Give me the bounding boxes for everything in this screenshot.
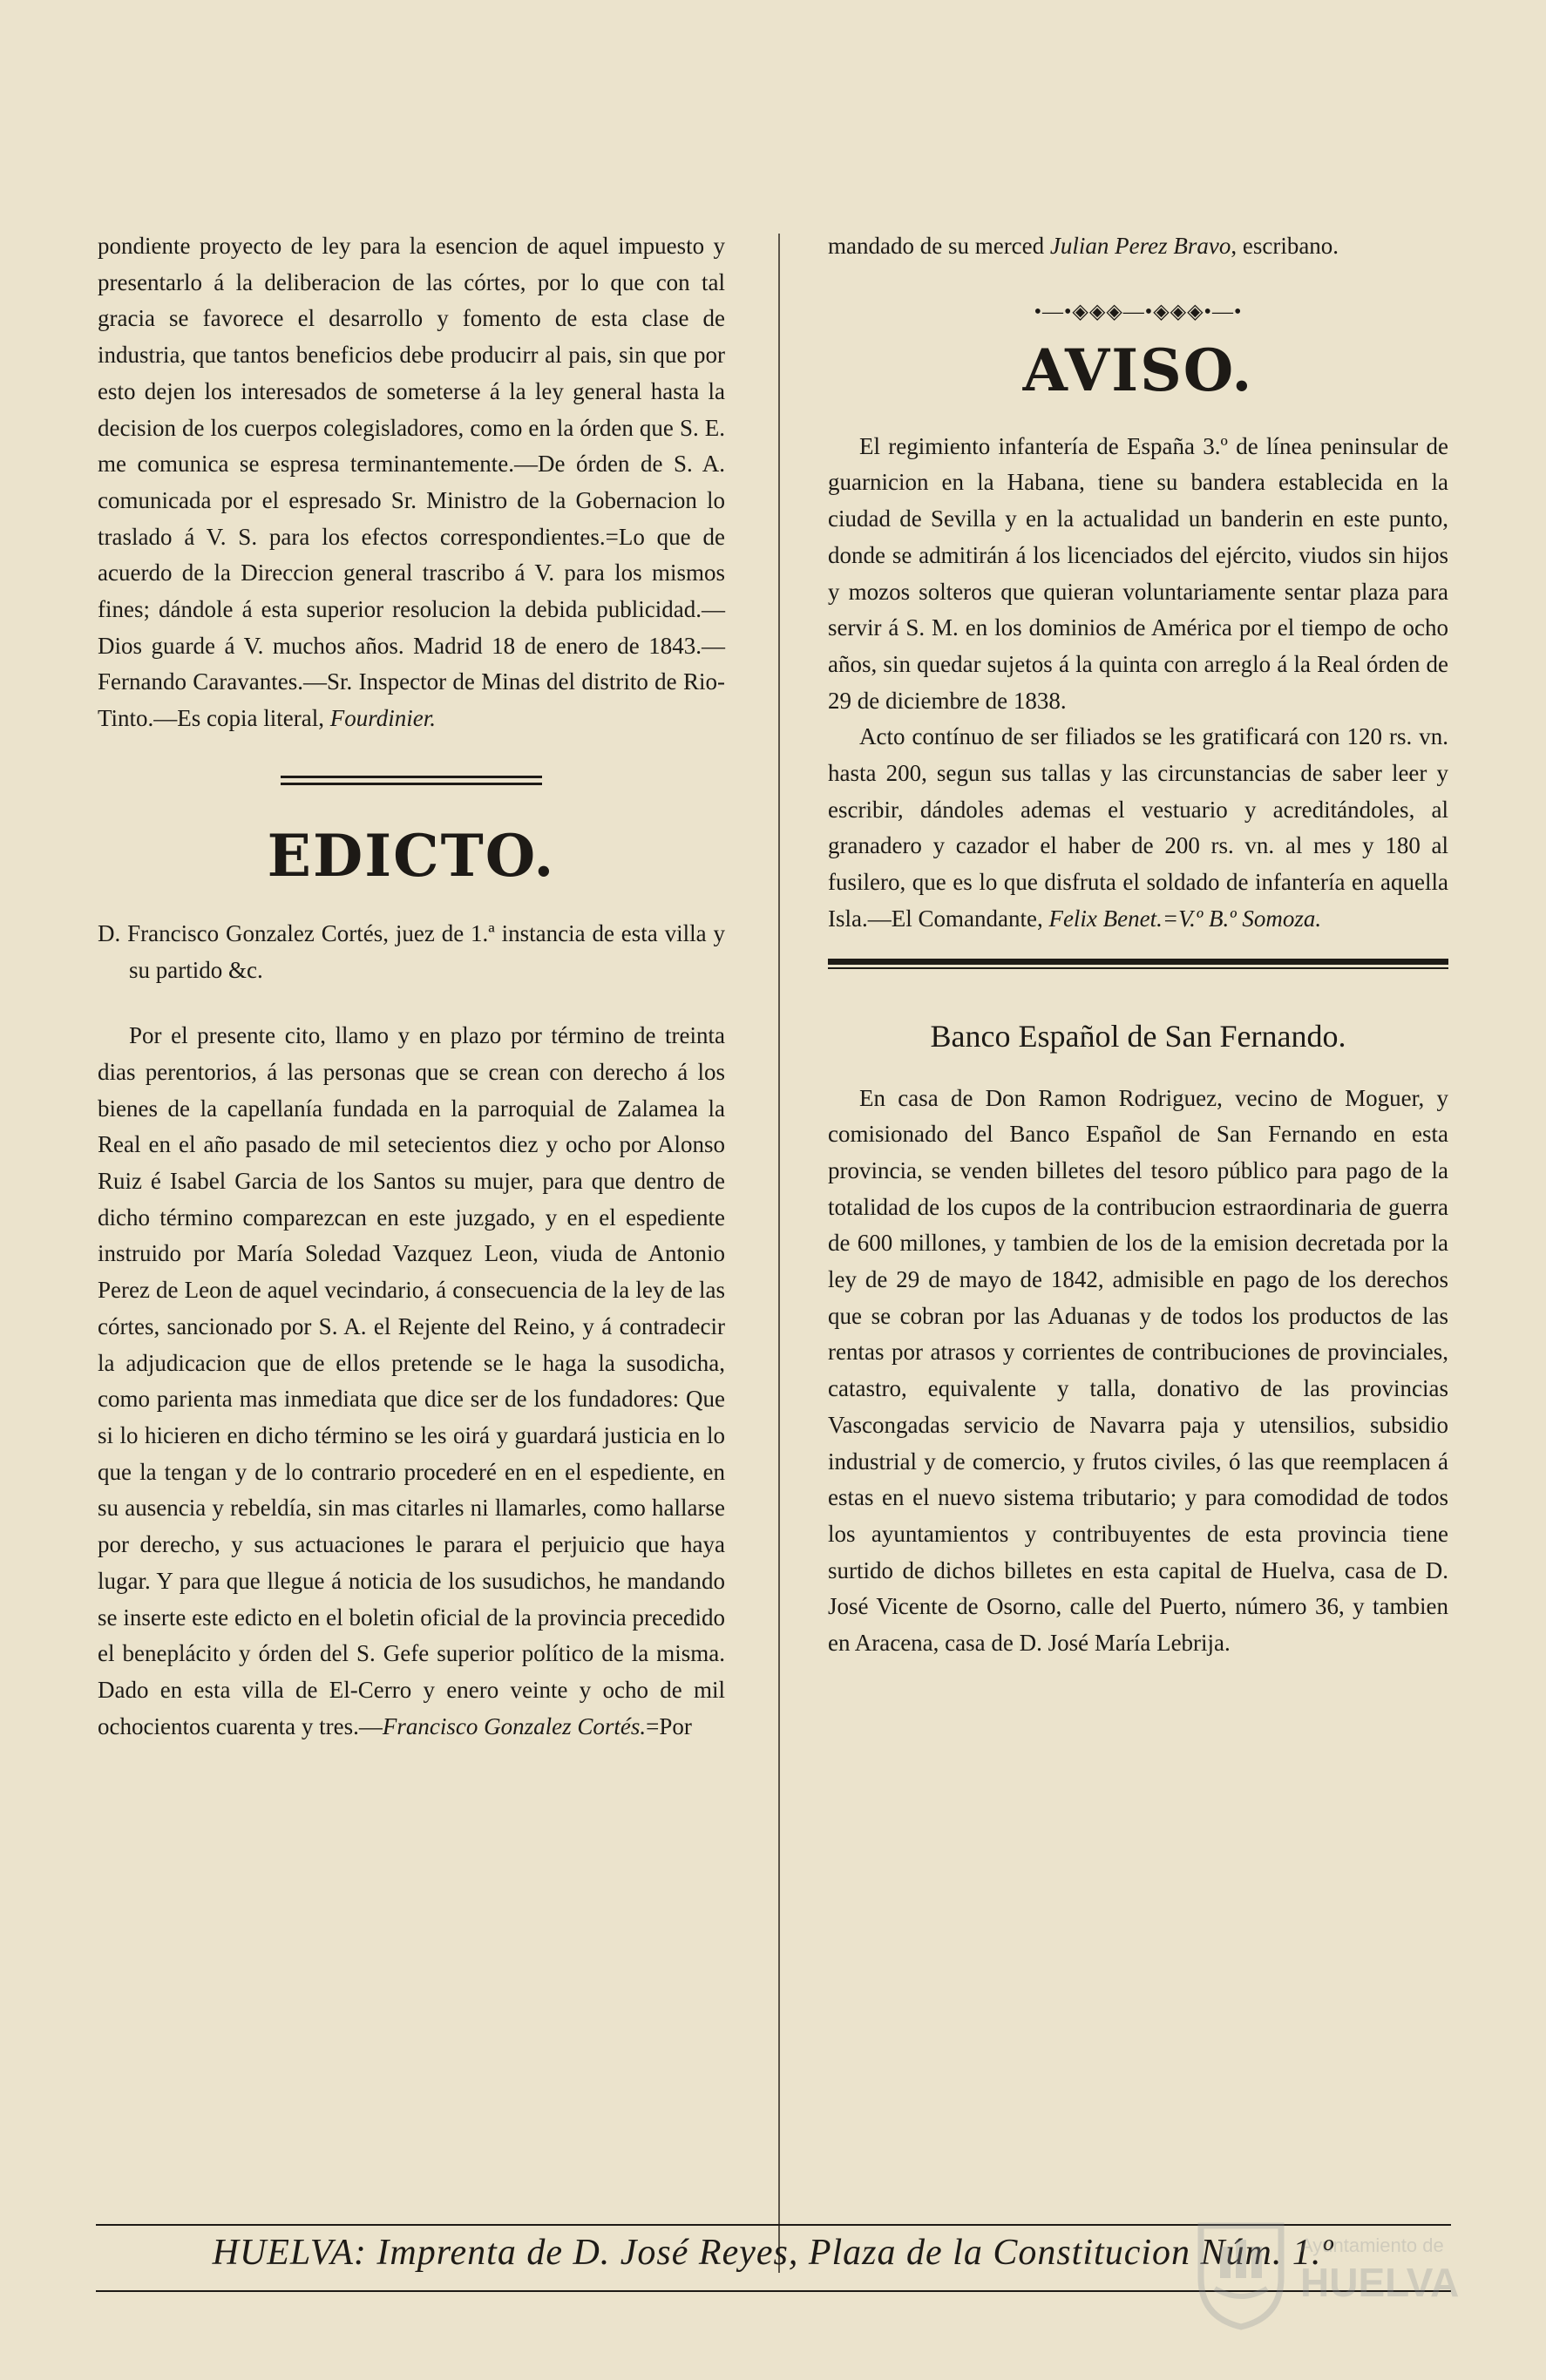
edicto-continuation: mandado de su merced Julian Perez Bravo, escribano. xyxy=(828,233,1339,259)
banco-heading: Banco Español de San Fernando. xyxy=(930,1018,1346,1054)
left-column xyxy=(98,228,725,1745)
decree-signature: Fourdinier. xyxy=(329,705,436,732)
edicto-issuer: D. Francisco Gonzalez Cortés, juez de 1.ª instancia de esta villa y su partido &c. xyxy=(98,919,725,983)
section-divider xyxy=(281,776,542,785)
section-divider xyxy=(828,959,1448,969)
edicto-signature: Francisco Gonzalez Cortés. xyxy=(382,1712,647,1739)
archive-watermark xyxy=(1194,2214,1482,2336)
watermark-line-2: HUELVA xyxy=(1300,2260,1460,2305)
escribano-name: Julian Perez Bravo xyxy=(1049,233,1231,259)
aviso-paragraph-2: Acto contínuo de ser filiados se les gratificará con 120 rs. vn. hasta 200, segun sus tallas y las circunstancias de saber leer y escribir, dándoles ademas el vestuario y acreditándoles, al granadero y cazador el haber de 200 rs. vn. al mes y 180 al fusilero, que es lo que disfruta el soldado de infantería en aquella Isla.—El Comandante, Felix Benet.=V.º B.º Somoza. xyxy=(828,723,1448,932)
column-separator xyxy=(778,234,780,2273)
edicto-body: Por el presente cito, llamo y en plazo por término de treinta dias perentorios, á las personas que se crean con derecho á los bienes de la capellanía fundada en la parroquial de Zalamea la Real en el año pasado de mil setecientos diez y ocho por Alonso Ruiz é Isabel Garcia de los Santos su mujer, para que dentro de dicho término comparezcan en este juzgado, y en el espediente instruido por María Soledad Vazquez Leon, viuda de Antonio Perez de Leon de aquel vecindario, á consecuencia de la ley de las córtes, sancionado por S. A. el Rejente del Reino, y á contradecir la adjudicacion que de ellos pretende se le haga la susodicha, como parienta mas inmediata que dice ser de los fundadores: Que si lo hicieren en dicho término se les oirá y guardará justicia en lo que la tengan y de lo contrario procederé en en el espediente, en su ausencia y rebeldía, sin mas citarles ni llamarles, como hallarse por derecho, y sus actuaciones le parara el perjuicio que haya lugar. Y para que llegue á noticia de los susudichos, he mandando se inserte este edicto en el boletin oficial de la provincia precedido el beneplácito y órden del S. Gefe superior político de la misma. Dado en esta villa de El-Cerro y enero veinte y ocho de mil ochocientos cuarenta y tres.—Francisco Gonzalez Cortés.=Por xyxy=(98,1022,725,1739)
banco-body: En casa de Don Ramon Rodriguez, vecino de Moguer, y comisionado del Banco Español de San Fernando en esta provincia, se venden billetes del tesoro público para pago de la totalidad de los cupos de la contribucion estraordinaria de guerra de 600 millones, y tambien de los de la emision decretada por la ley de 29 de mayo de 1842, admisible en pago de los derechos que se cobran por las Aduanas y de todos los productos de las rentas por atrasos y corrientes de contribuciones de provinciales, catastro, equivalente y talla, donativo de las provincias Vascongadas servicio de Navarra paja y utensilios, subsidio industrial y de comercio, y frutos civiles, ó las que reemplacen á estas en el nuevo sistema tributario; y para comodidad de todos los ayuntamientos y contribuyentes de esta provincia tiene surtido de dichos billetes en esta capital de Huelva, casa de D. José Vicente de Osorno, calle del Puerto, número 36, y tambien en Aracena, casa de D. José María Lebrija. xyxy=(828,1084,1448,1657)
watermark-line-1: Ayuntamiento de xyxy=(1300,2234,1444,2256)
aviso-paragraph-1: El regimiento infantería de España 3.º de línea peninsular de guarnicion en la Habana, tiene su bandera establecida en la ciudad de Sevilla y en la actualidad un banderin en este punto, donde se admitirán á los licenciados del ejército, viudos sin hijos y mozos solteros que quieran voluntariamente sentar plaza para servir á S. M. en los dominios de América por el tiempo de ocho años, sin quedar sujetos á la quinta con arreglo á la Real órden de 29 de diciembre de 1838. xyxy=(828,432,1448,714)
city-coat-of-arms-icon xyxy=(1194,2217,1288,2330)
imprint-footer: HUELVA: Imprenta de D. José Reyes, Plaza de la Constitucion Núm. 1.º xyxy=(212,2233,1334,2273)
aviso-signature: Felix Benet.=V.º B.º Somoza. xyxy=(1048,905,1322,932)
edicto-heading: EDICTO. xyxy=(267,821,556,890)
decree-continuation: pondiente proyecto de ley para la esencion de aquel impuesto y presentarlo á la deliberacion de las córtes, por lo que con tal gracia se favorece el desarrollo y fomento de esta clase de industria, que tantos beneficios debe producirr al pais, sin que por esto dejen los interesados de someterse á la ley general hasta la decision de los cuerpos colegisladores, como en la órden que S. E. me comunica se espresa terminantemente.—De órden de S. A. comunicada por el espresado Sr. Ministro de la Gobernacion lo traslado á V. S. para los efectos correspondientes.=Lo que de acuerdo de la Direccion general trascribo á V. para los mismos fines; dándole á esta superior resolucion la debida publicidad.—Dios guarde á V. muchos años. Madrid 18 de enero de 1843.—Fernando Caravantes.—Sr. Inspector de Minas del distrito de Rio-Tinto.—Es copia literal, Fourdinier. xyxy=(98,233,725,732)
ornamental-divider: •—•◈◈◈—•◈◈◈•—• xyxy=(1034,300,1243,323)
right-column xyxy=(828,228,1448,1662)
aviso-heading: AVISO. xyxy=(1022,336,1254,404)
